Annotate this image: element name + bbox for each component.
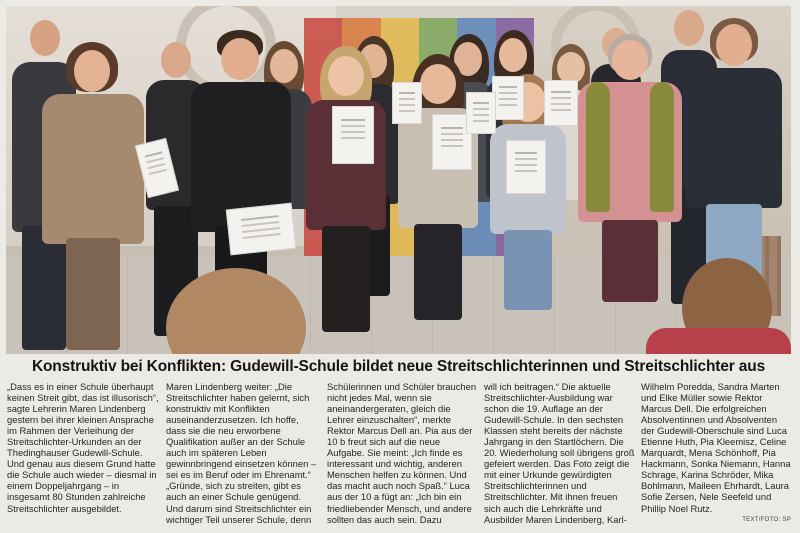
group-photo — [6, 6, 791, 354]
article-column-5 — [641, 381, 791, 531]
certificate — [392, 82, 422, 124]
certificate — [226, 203, 296, 256]
article-paragraph: Maren Lindenberg weiter: „Die Streitschlichter haben gelernt, sich konstruktiv mit Konflikten auseinanderzusetzen. Ich hoffe, dass sie die neu erworbene Qualifikation außer an der Schule auch im späteren Leben gewinnbringend einsetzen können – sei es im Beruf oder im Ehrenamt.“ „Gründe, sich zu streiten, gibt es auch an einer Schule genügend. Und darum sind Streitschlichter ein wichtiger Teil unserer Schule, denn — [166, 381, 317, 525]
article-paragraph: will ich beitragen.“ Die aktuelle Streitschlichter-Ausbildung war schon die 19. Auflage an der Gudewill-Schule. In den sechsten Klassen steht bereits der nächste Jahrgang in den Startlöchern. Die 20. Wiederholung soll übrigens groß gefeiert werden. Das Foto zeigt die mit einer Urkunde gewürdigten Streitschlichterinnen und Streitschlichter. Mit ihnen freuen sich auch die Lehrkräfte und Ausbilder Maren Lindenberg, Karl- — [484, 381, 635, 525]
article-paragraph: „Dass es in einer Schule überhaupt keinen Streit gibt, das ist illusorisch“, sagte Lehrerin Maren Lindenberg gestern bei ihrer kleinen Ansprache im Rahmen der Verleihung der Streitschlichter-Urkunden an der Thedinghauser Gudewill-Schule. Und genau aus diesem Grund hatte die Schule auch wieder – diesmal in einem Doppeljahrgang – in insgesamt 80 Stunden zahlreiche Streitschlichter ausgebildet. — [7, 381, 159, 514]
certificate — [332, 106, 374, 164]
article-column-1 — [7, 381, 159, 531]
person — [578, 34, 682, 304]
person — [686, 18, 782, 288]
article-column-2 — [166, 381, 320, 531]
article-paragraph: Wilhelm Poredda, Sandra Marten und Elke Müller sowie Rektor Marcus Dell. Die erfolgreichen Absolventinnen und Absolventen der Gudewill-Oberschule sind Luca Etienne Huth, Pia Kleemisz, Celine Marquardt, Mena Schönhoff, Pia Hackmann, Sonka Niemann, Hanna Schrage, Karina Schröder, Mika Bohlmann, Maileen Ehrhardt, Laura Sofie Zersen, Nele Seefeld und Phillip Noel Rutz. — [641, 381, 791, 514]
article-column-4 — [484, 381, 635, 531]
certificate — [492, 76, 524, 120]
person — [38, 42, 148, 352]
article-paragraph: Schülerinnen und Schüler brauchen nicht jedes Mal, wenn sie aneinandergeraten, gleich die Lehrer einzuschalten“, merkte Rektor Marcus Dell an. Pia aus der 10 b freut sich auf die neue Aufgabe. Sie meint: „Ich finde es interessant und wichtig, anderen Menschen helfen zu können. Und das macht auch noch Spaß.“ Luca aus der 10 a fügt an: „Ich bin ein friedliebender Mensch, und andere sollten das auch sein. Dazu — [327, 381, 477, 525]
article-headline: Konstruktiv bei Konflikten: Gudewill-Schule bildet neue Streitschlichterinnen und Streitschlichter aus — [31, 358, 766, 375]
article-column-3 — [327, 381, 479, 531]
certificate — [544, 80, 578, 126]
person — [306, 46, 386, 336]
certificate — [506, 140, 546, 194]
certificate — [466, 92, 496, 134]
foreground-shirt — [646, 328, 791, 354]
photo-credit: TEXT/FOTO: SP — [742, 517, 791, 523]
